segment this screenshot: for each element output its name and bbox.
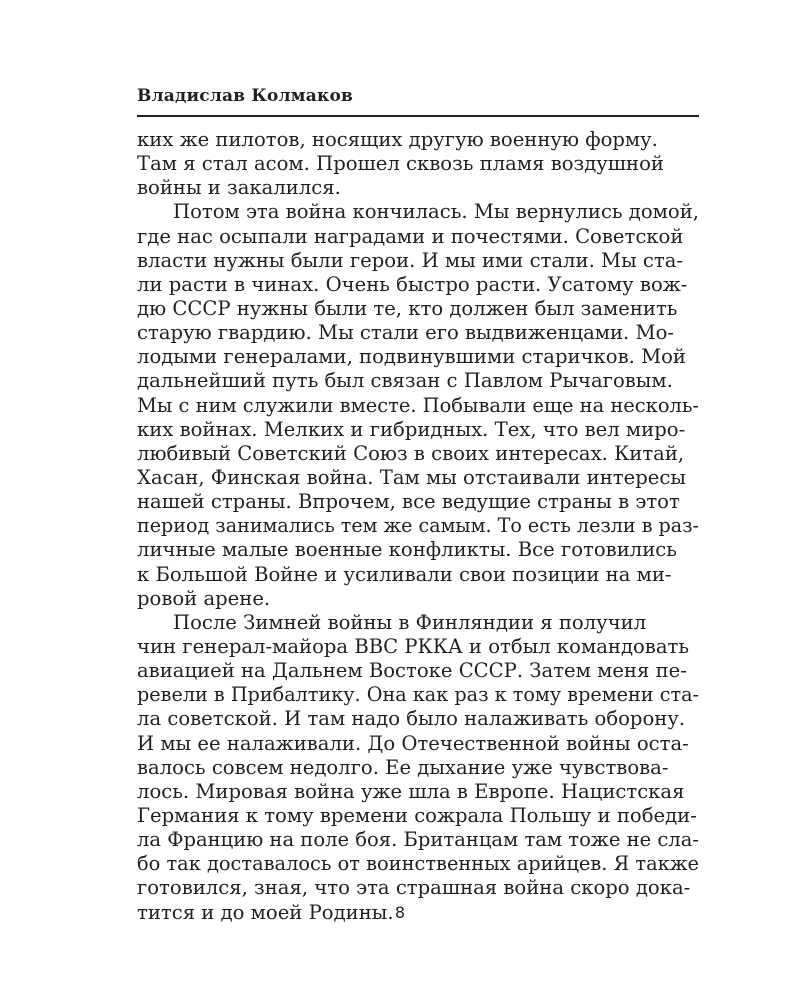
text-line: И мы ее налаживали. До Отечественной войны оста-: [137, 731, 689, 755]
text-line: период занимались тем же самым. То есть лезли в раз-: [137, 514, 699, 538]
text-line: Хасан, Финская война. Там мы отстаивали интересы: [137, 465, 686, 489]
text-line: ла Францию на поле боя. Британцам там тоже не сла-: [137, 828, 699, 852]
text-line: чин генерал-майора ВВС РККА и отбыл командовать: [137, 634, 690, 658]
header-rule: [137, 115, 699, 117]
text-line: ли расти в чинах. Очень быстро расти. Усатому вож-: [137, 272, 688, 296]
text-line: нашей страны. Впрочем, все ведущие страны в этот: [137, 490, 680, 514]
text-line: к Большой Войне и усиливали свои позиции на ми-: [137, 562, 672, 586]
text-line: Там я стал асом. Прошел сквозь пламя воздушной: [137, 152, 664, 176]
text-line: власти нужны были герои. И мы ими стали. Мы ста-: [137, 248, 684, 272]
text-line: валось совсем недолго. Ее дыхание уже чувствова-: [137, 755, 669, 779]
text-line: старую гвардию. Мы стали его выдвиженцами. Мо-: [137, 321, 674, 345]
text-line: личные малые военные конфликты. Все готовились: [137, 538, 677, 562]
text-line: Мы с ним служили вместе. Побывали еще на несколь-: [137, 393, 699, 417]
text-line: войны и закалился.: [137, 176, 341, 200]
text-line: ких же пилотов, носящих другую военную форму.: [137, 128, 658, 151]
text-line: Германия к тому времени сожрала Польшу и победи-: [137, 803, 697, 827]
body-text: [137, 128, 699, 925]
text-line: ровой арене.: [137, 586, 271, 610]
text-line: лось. Мировая война уже шла в Европе. Нацистская: [137, 779, 685, 803]
text-line: любивый Советский Союз в своих интересах. Китай,: [137, 441, 685, 465]
text-line: лодыми генералами, подвинувшими старичков. Мой: [137, 345, 686, 369]
text-line: готовился, зная, что эта страшная война скоро дока-: [137, 876, 691, 900]
text-line: ких войнах. Мелких и гибридных. Тех, что вел миро-: [137, 417, 686, 441]
text-line: дальнейший путь был связан с Павлом Рычаговым.: [137, 369, 673, 393]
text-line: дю СССР нужны были те, кто должен был заменить: [137, 296, 678, 320]
text-line: где нас осыпали наградами и почестями. Советской: [137, 224, 684, 248]
text-line: тится и до моей Родины.: [137, 900, 394, 924]
paragraph-start-line: Потом эта война кончилась. Мы вернулись домой,: [172, 200, 699, 224]
paragraph-start-line: После Зимней войны в Финляндии я получил: [173, 610, 647, 634]
text-line: ла советской. И там надо было налаживать оборону.: [137, 707, 686, 731]
running-header-author: Владислав Колмаков: [137, 86, 353, 106]
text-line: авиацией на Дальнем Востоке СССР. Затем меня пе-: [137, 659, 687, 683]
text-line: бо так доставалось от воинственных арийцев. Я также: [137, 852, 699, 876]
page-number: 8: [394, 903, 406, 922]
text-line: ревели в Прибалтику. Она как раз к тому времени ста-: [137, 683, 699, 707]
